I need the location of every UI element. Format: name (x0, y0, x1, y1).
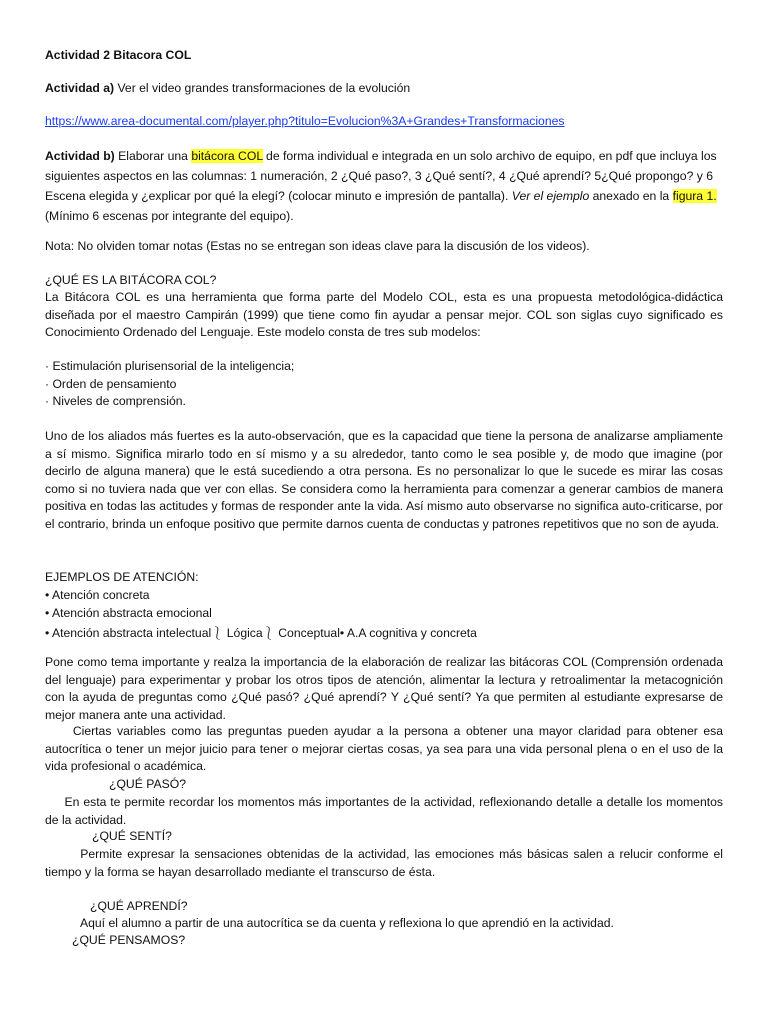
paragraph-que-paso: En esta te permite recordar los momentos más importantes de la actividad, reflexionando detalle a detalle los momentos de la actividad. (45, 795, 727, 827)
heading-que-es: ¿QUÉ ES LA BITÁCORA COL? (45, 273, 217, 287)
activity-b-italic-example: Ver el ejemplo (511, 189, 590, 203)
activity-b-label: Actividad b) (45, 149, 115, 163)
submodel-item: · Estimulación plurisensorial de la inteligencia; (45, 359, 295, 373)
paragraph-que-aprendi: Aquí el alumno a partir de una autocrítica se da cuenta y reflexiona lo que aprendió en la actividad. (80, 916, 614, 930)
document-title: Actividad 2 Bitacora COL (45, 48, 192, 62)
activity-a-line (45, 80, 410, 98)
video-link[interactable]: https://www.area-documental.com/player.php?titulo=Evolucion%3A+Grandes+Transformaciones (45, 114, 565, 128)
activity-b-text-4: (Mínimo 6 escenas por integrante del equipo). (45, 209, 294, 223)
paragraph-tema: Pone como tema importante y realza la importancia de la elaboración de realizar las bitácoras COL (Comprensión ordenada del lenguaje) para experimentar y probar los otros tipos de atención, alimentar la lectura y retroalimentar la metacognición con la ayuda de preguntas como ¿Qué pasó? ¿Qué aprendí? Y ¿Qué sentí? Ya que permiten al estudiante expresarse de mejor manera ante una actividad. (45, 655, 723, 722)
heading-que-aprendi: ¿QUÉ APRENDÍ? (90, 899, 188, 913)
activity-b-text-1: Elaborar una (114, 149, 192, 163)
activity-b-paragraph (45, 146, 723, 226)
example-item: • Atención abstracta intelectual⎱ Lógica⎱ Conceptual• A.A cognitiva y concreta (45, 626, 477, 640)
note-line: Nota: No olviden tomar notas (Estas no se entregan son ideas clave para la discusión de los videos). (45, 239, 590, 253)
heading-que-senti: ¿QUÉ SENTÍ? (92, 829, 172, 843)
document-page (45, 0, 727, 1024)
example-item: • Atención concreta (45, 588, 150, 602)
examples-heading: EJEMPLOS DE ATENCIÓN: (45, 570, 199, 584)
examples-section (45, 568, 723, 642)
heading-que-paso: ¿QUÉ PASÓ? (109, 777, 186, 791)
example-item: • Atención abstracta emocional (45, 606, 212, 620)
paragraph-variables: Ciertas variables como las preguntas pueden ayudar a la persona a obtener una mayor claridad para obtener esa autocrítica o tener un mejor juicio para tener o mejorar ciertas cosas, ya sea para una vida personal plena o en el uso de la vida profesional o académica. (45, 724, 727, 773)
paragraph-que-senti: Permite expresar la sensaciones obtenidas de la actividad, las emociones más básicas salen a relucir conforme el tiempo y la forma se hayan desarrollado mediante el transcurso de ésta. (45, 847, 727, 879)
activity-a-text: Ver el video grandes transformaciones de la evolución (114, 81, 411, 95)
submodel-item: · Niveles de comprensión. (45, 394, 186, 408)
heading-que-pensamos: ¿QUÉ PENSAMOS? (72, 933, 186, 947)
submodels-list (45, 358, 723, 411)
activity-b-highlight-bitacora: bitácora COL (191, 149, 263, 163)
paragraph-que-es: La Bitácora COL es una herramienta que forma parte del Modelo COL, esta es una propuesta metodológica-didáctica diseñada por el maestro Campirán (1999) que tiene como fin ayudar a pensar mejor. COL son siglas cuyo significado es Conocimiento Ordenado del Lenguaje. Este modelo consta de tres sub modelos: (45, 290, 723, 339)
paragraph-aliados: Uno de los aliados más fuertes es la auto-observación, que es la capacidad que tiene la persona de analizarse ampliamente a sí mismo. Significa mirarlo todo en sí mismo y a su alrededor, tanto como le sea posible y, de modo que imagine (por decirlo de alguna manera) que le está sucediendo a otra persona. Es no personalizar lo que le sucede es mirar las cosas como si no tuviera nada que ver con ellas. Se considera como la herramienta para comenzar a generar cambios de manera positiva en todas las actitudes y formas de responder ante la vida. Así mismo auto observarse no significa auto-criticarse, por el contrario, brinda un enfoque positivo que permite darnos cuenta de conductas y patrones repetitivos que no son de ayuda. (45, 429, 723, 531)
activity-b-text-2: de forma individual e integrada en un solo archivo de equipo, en pdf que incluya los siguientes aspectos en las columnas: 1 numeración, 2 ¿Qué paso?, 3 ¿Qué sentí?, 4 ¿Qué aprendí? 5¿Qué propongo? y 6 Escena elegida y ¿explicar por qué la elegí? (colocar minuto e impresión de pantalla). (45, 149, 717, 203)
activity-b-highlight-figura: figura 1. (672, 189, 717, 203)
activity-a-label: Actividad a) (45, 81, 115, 95)
activity-b-text-3: anexado en la (589, 189, 673, 203)
submodel-item: · Orden de pensamiento (45, 376, 177, 391)
